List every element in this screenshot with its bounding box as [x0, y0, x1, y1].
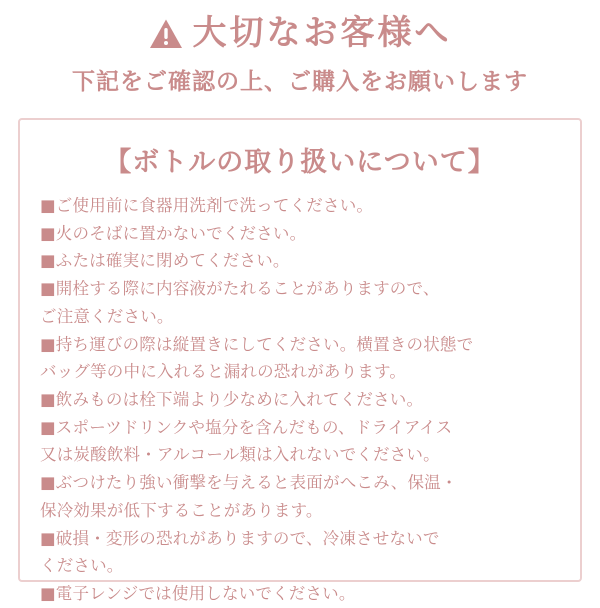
list-item: ■持ち運びの際は縦置きにしてください。横置きの状態で	[40, 334, 474, 354]
warning-triangle-icon	[149, 18, 183, 50]
page-header	[0, 0, 600, 96]
page-title: 大切なお客様へ	[192, 13, 452, 53]
list-item: バッグ等の中に入れると漏れの恐れがあります。	[40, 362, 407, 382]
notice-box-title: 【ボトルの取り扱いについて】	[104, 147, 496, 178]
list-item: ■火のそばに置かないでください。	[40, 223, 307, 243]
list-item: 保冷効果が低下することがあります。	[40, 500, 323, 520]
list-item: ■飲みものは栓下端より少なめに入れてください。	[40, 390, 424, 410]
page-subtitle: 下記をご確認の上、ご購入をお願いします	[72, 69, 528, 96]
list-item: ■スポーツドリンクや塩分を含んだもの、ドライアイス	[40, 417, 453, 437]
list-item: ■ご使用前に食器用洗剤で洗ってください。	[40, 196, 374, 215]
notice-item-list	[40, 193, 560, 608]
title-row	[0, 14, 600, 53]
notice-box	[18, 118, 582, 604]
list-item: ください。	[40, 556, 124, 576]
list-item: 又は炭酸飲料・アルコール類は入れないでください。	[40, 445, 440, 465]
list-item: ■電子レンジでは使用しないでください。	[40, 584, 356, 604]
list-item: ■ふたは確実に閉めてください。	[40, 251, 290, 271]
list-item: ご注意ください。	[40, 306, 174, 326]
list-item: ■ぶつけたり強い衝撃を与えると表面がへこみ、保温・	[40, 473, 458, 493]
list-item: ■破損・変形の恐れがありますので、冷凍させないで	[40, 528, 440, 548]
list-item: ■開栓する際に内容液がたれることがありますので、	[40, 279, 440, 299]
